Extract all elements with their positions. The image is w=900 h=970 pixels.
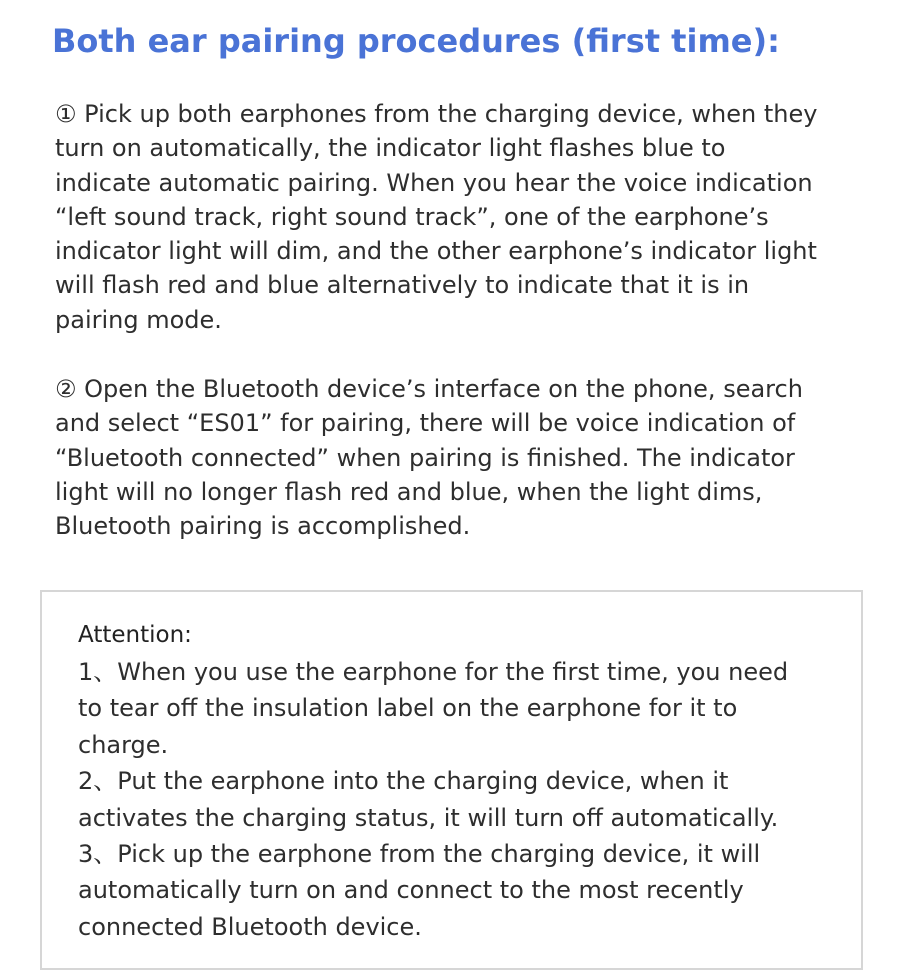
attention-line: 2、Put the earphone into the charging device, when it bbox=[78, 767, 729, 796]
step-2-line: light will no longer flash red and blue, when the light dims, bbox=[55, 477, 763, 506]
step-1-line: ① Pick up both earphones from the charging device, when they bbox=[55, 100, 818, 128]
step-2-line: and select “ES01” for pairing, there will be voice indication of bbox=[55, 409, 796, 438]
attention-line: to tear off the insulation label on the earphone for it to bbox=[78, 694, 738, 723]
attention-line: 1、When you use the earphone for the first time, you need bbox=[78, 658, 789, 686]
step-1-line: will flash red and blue alternatively to indicate that it is in bbox=[55, 271, 750, 300]
attention-box bbox=[40, 590, 863, 970]
step-1-line: turn on automatically, the indicator light flashes blue to bbox=[55, 134, 726, 163]
step-1-line: indicate automatic pairing. When you hear the voice indication bbox=[55, 168, 813, 197]
page-title: Both ear pairing procedures (first time): bbox=[52, 22, 780, 60]
attention-line: charge. bbox=[78, 730, 169, 759]
step-2-line: ② Open the Bluetooth device’s interface on the phone, search bbox=[55, 375, 803, 403]
attention-line: connected Bluetooth device. bbox=[78, 912, 422, 941]
step-1-line: “left sound track, right sound track”, one of the earphone’s bbox=[55, 202, 769, 231]
pairing-step-2 bbox=[55, 372, 803, 543]
pairing-step-1 bbox=[55, 97, 817, 337]
attention-title: Attention: bbox=[78, 622, 192, 648]
step-1-line: indicator light will dim, and the other earphone’s indicator light bbox=[55, 237, 817, 266]
attention-line: activates the charging status, it will turn off automatically. bbox=[78, 803, 779, 832]
attention-line: automatically turn on and connect to the most recently bbox=[78, 876, 744, 905]
attention-line: 3、Pick up the earphone from the charging device, it will bbox=[78, 840, 761, 869]
attention-list bbox=[78, 654, 788, 945]
step-2-line: Bluetooth pairing is accomplished. bbox=[55, 512, 471, 541]
step-1-line: pairing mode. bbox=[55, 305, 222, 334]
step-2-line: “Bluetooth connected” when pairing is finished. The indicator bbox=[55, 443, 795, 472]
